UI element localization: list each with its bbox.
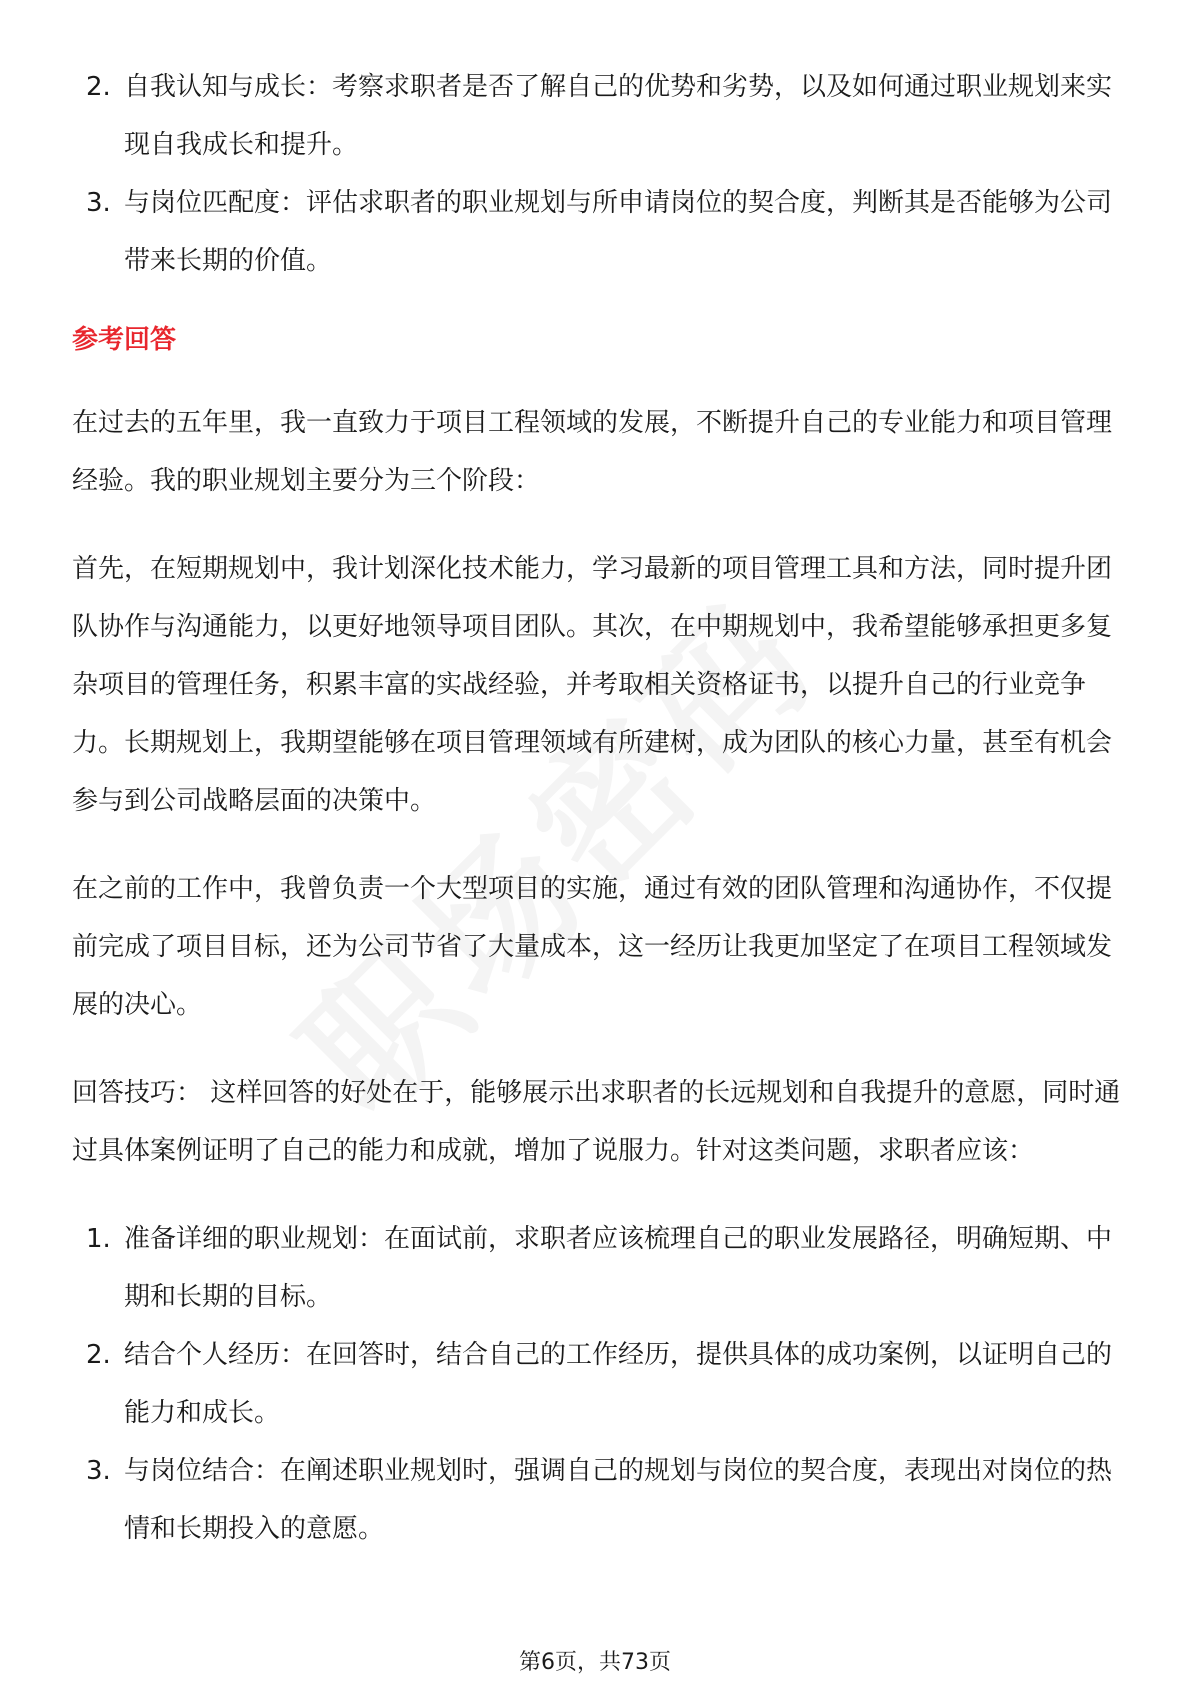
- list-item-number: 2.: [86, 1340, 111, 1370]
- tips-list: [72, 1210, 1122, 1558]
- answer-tips-paragraph: 回答技巧： 这样回答的好处在于，能够展示出求职者的长远规划和自我提升的意愿，同时通过具体案例证明了自己的能力和成就，增加了说服力。针对这类问题，求职者应该：: [72, 1078, 1121, 1166]
- list-item-text: 与岗位结合：在阐述职业规划时，强调自己的规划与岗位的契合度，表现出对岗位的热情和长期投入的意愿。: [124, 1456, 1113, 1544]
- list-item: [72, 1442, 1122, 1558]
- paragraph: 首先，在短期规划中，我计划深化技术能力，学习最新的项目管理工具和方法，同时提升团队协作与沟通能力，以更好地领导项目团队。其次，在中期规划中，我希望能够承担更多复杂项目的管理任务，积累丰富的实战经验，并考取相关资格证书，以提升自己的行业竞争力。长期规划上，我期望能够在项目管理领域有所建树，成为团队的核心力量，甚至有机会参与到公司战略层面的决策中。: [72, 554, 1113, 816]
- paragraph: 在过去的五年里，我一直致力于项目工程领域的发展，不断提升自己的专业能力和项目管理经验。我的职业规划主要分为三个阶段：: [72, 408, 1113, 496]
- list-item: [72, 1326, 1122, 1442]
- list-item-number: 1.: [86, 1224, 111, 1254]
- list-item-text: 结合个人经历：在回答时，结合自己的工作经历，提供具体的成功案例，以证明自己的能力和成长。: [124, 1340, 1113, 1428]
- list-item-text: 准备详细的职业规划：在面试前，求职者应该梳理自己的职业发展路径，明确短期、中期和长期的目标。: [124, 1224, 1113, 1312]
- list-item-text: 自我认知与成长：考察求职者是否了解自己的优势和劣势，以及如何通过职业规划来实现自我成长和提升。: [124, 72, 1113, 160]
- list-item: [72, 174, 1122, 290]
- page-number: 第6页，共73页: [519, 1650, 671, 1675]
- list-item: [72, 58, 1122, 174]
- list-item-number: 3.: [86, 188, 111, 218]
- page-content: [72, 58, 1122, 1558]
- list-item: [72, 1210, 1122, 1326]
- list-item-text: 与岗位匹配度：评估求职者的职业规划与所申请岗位的契合度，判断其是否能够为公司带来长期的价值。: [124, 188, 1113, 276]
- list-item-number: 2.: [86, 72, 111, 102]
- paragraph: 在之前的工作中，我曾负责一个大型项目的实施，通过有效的团队管理和沟通协作，不仅提前完成了项目目标，还为公司节省了大量成本，这一经历让我更加坚定了在项目工程领域发展的决心。: [72, 874, 1113, 1020]
- evaluation-points-list: [72, 58, 1122, 290]
- section-title: 参考回答: [72, 325, 177, 355]
- list-item-number: 3.: [86, 1456, 111, 1486]
